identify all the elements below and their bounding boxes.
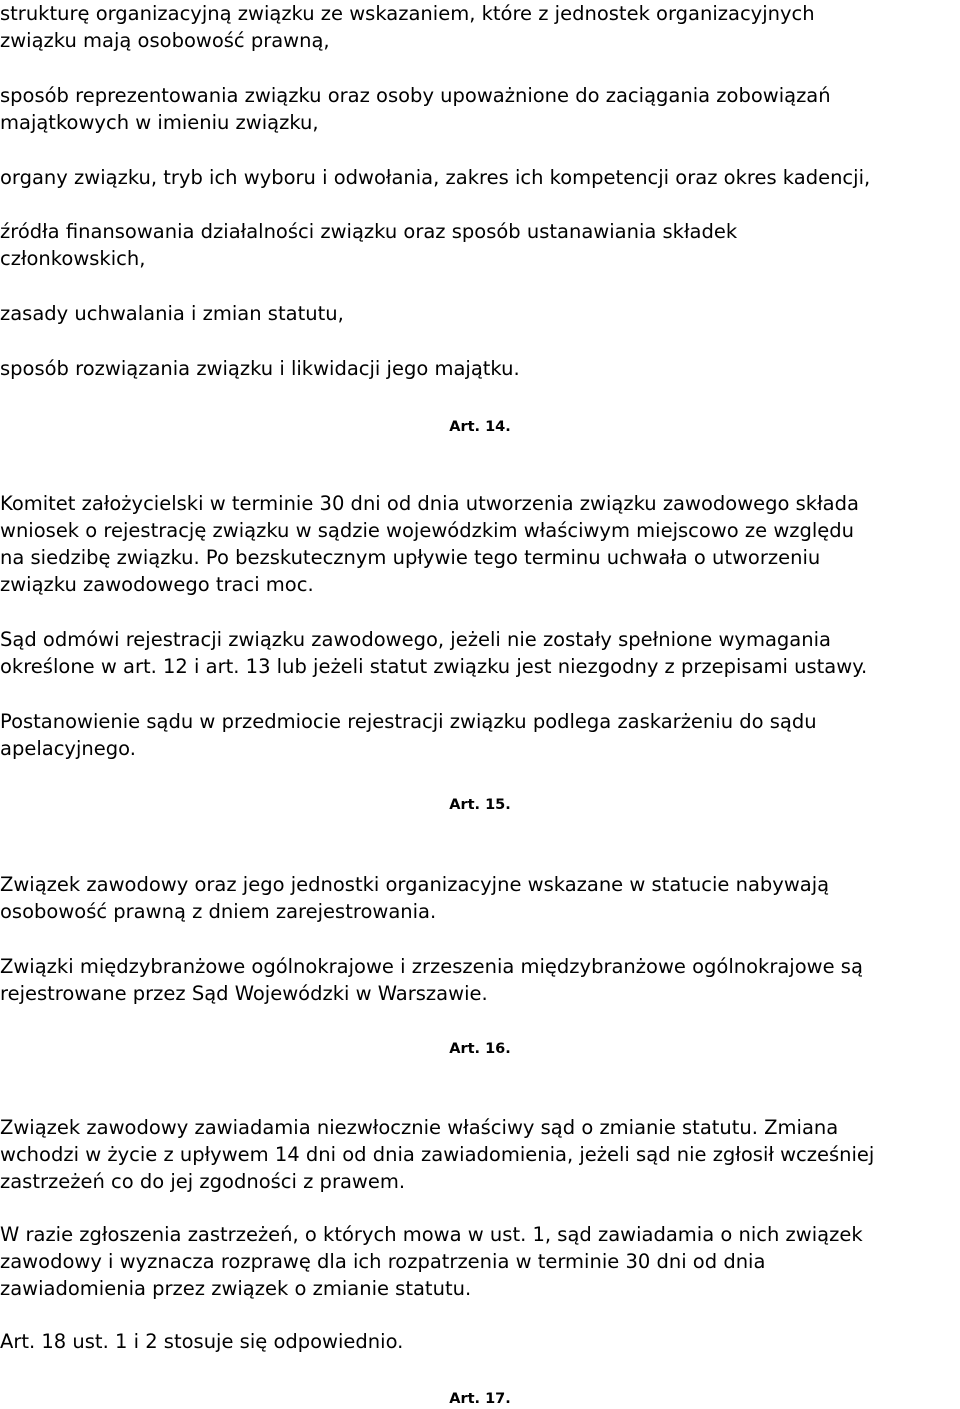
text-line: zastrzeżeń co do jej zgodności z prawem. (0, 1170, 406, 1193)
text-line: na siedzibę związku. Po bezskutecznym upływie tego terminu uchwała o utworzeniu (0, 546, 821, 569)
text-line: związku zawodowego traci moc. (0, 573, 314, 596)
paragraph-art14-2 (0, 626, 960, 680)
paragraph-art16-2 (0, 1221, 960, 1302)
text-line: Sąd odmówi rejestracji związku zawodowego, jeżeli nie zostały spełnione wymagania (0, 628, 831, 651)
text-line: zasady uchwalania i zmian statutu, (0, 302, 344, 325)
text-line: sposób rozwiązania związku i likwidacji jego majątku. (0, 357, 520, 380)
text-line: W razie zgłoszenia zastrzeżeń, o których mowa w ust. 1, sąd zawiadamia o nich związek (0, 1223, 863, 1246)
text-line: wniosek o rejestrację związku w sądzie wojewódzkim właściwym miejscowo ze względu (0, 519, 855, 542)
text-line: zawiadomienia przez związek o zmianie statutu. (0, 1277, 472, 1300)
text-line: Komitet założycielski w terminie 30 dni od dnia utworzenia związku zawodowego składa (0, 492, 859, 515)
text-line: organy związku, tryb ich wyboru i odwołania, zakres ich kompetencji oraz okres kadencji, (0, 166, 871, 189)
text-line: członkowskich, (0, 247, 146, 270)
paragraph-art14-3 (0, 708, 960, 762)
article-heading-14: Art. 14. (449, 419, 511, 435)
article-heading-16: Art. 16. (449, 1041, 511, 1057)
text-line: zawodowy i wyznacza rozprawę dla ich rozpatrzenia w terminie 30 dni od dnia (0, 1250, 766, 1273)
paragraph-art15-2 (0, 953, 960, 1007)
text-line: Związek zawodowy oraz jego jednostki organizacyjne wskazane w statucie nabywają (0, 873, 830, 896)
list-item-organs (0, 164, 960, 191)
list-item-dissolution (0, 355, 960, 382)
text-line: Art. 18 ust. 1 i 2 stosuje się odpowiednio. (0, 1330, 404, 1353)
list-item-financing (0, 218, 960, 272)
text-line: majątkowych w imieniu związku, (0, 111, 319, 134)
text-line: sposób reprezentowania związku oraz osoby upoważnione do zaciągania zobowiązań (0, 84, 831, 107)
paragraph-art15-1 (0, 871, 960, 925)
paragraph-art14-1 (0, 490, 960, 598)
text-line: osobowość prawną z dniem zarejestrowania. (0, 900, 437, 923)
text-line: określone w art. 12 i art. 13 lub jeżeli statut związku jest niezgodny z przepisami ustawy. (0, 655, 868, 678)
list-item-representation (0, 82, 960, 136)
text-line: rejestrowane przez Sąd Wojewódzki w Warszawie. (0, 982, 488, 1005)
text-line: związku mają osobowość prawną, (0, 29, 330, 52)
list-item-statute-changes (0, 300, 960, 327)
text-line: strukturę organizacyjną związku ze wskazaniem, które z jednostek organizacyjnych (0, 2, 815, 25)
text-line: Postanowienie sądu w przedmiocie rejestracji związku podlega zaskarżeniu do sądu (0, 710, 817, 733)
text-line: apelacyjnego. (0, 737, 136, 760)
text-line: źródła finansowania działalności związku oraz sposób ustanawiania składek (0, 220, 738, 243)
text-line: Związek zawodowy zawiadamia niezwłocznie właściwy sąd o zmianie statutu. Zmiana (0, 1116, 839, 1139)
article-heading-15: Art. 15. (449, 797, 511, 813)
paragraph-art16-1 (0, 1114, 960, 1195)
paragraph-art16-3 (0, 1328, 960, 1355)
article-heading-17: Art. 17. (449, 1391, 511, 1407)
text-line: wchodzi w życie z upływem 14 dni od dnia zawiadomienia, jeżeli sąd nie zgłosił wcześniej (0, 1143, 875, 1166)
list-item-structure (0, 0, 960, 54)
text-line: Związki międzybranżowe ogólnokrajowe i zrzeszenia międzybranżowe ogólnokrajowe są (0, 955, 863, 978)
